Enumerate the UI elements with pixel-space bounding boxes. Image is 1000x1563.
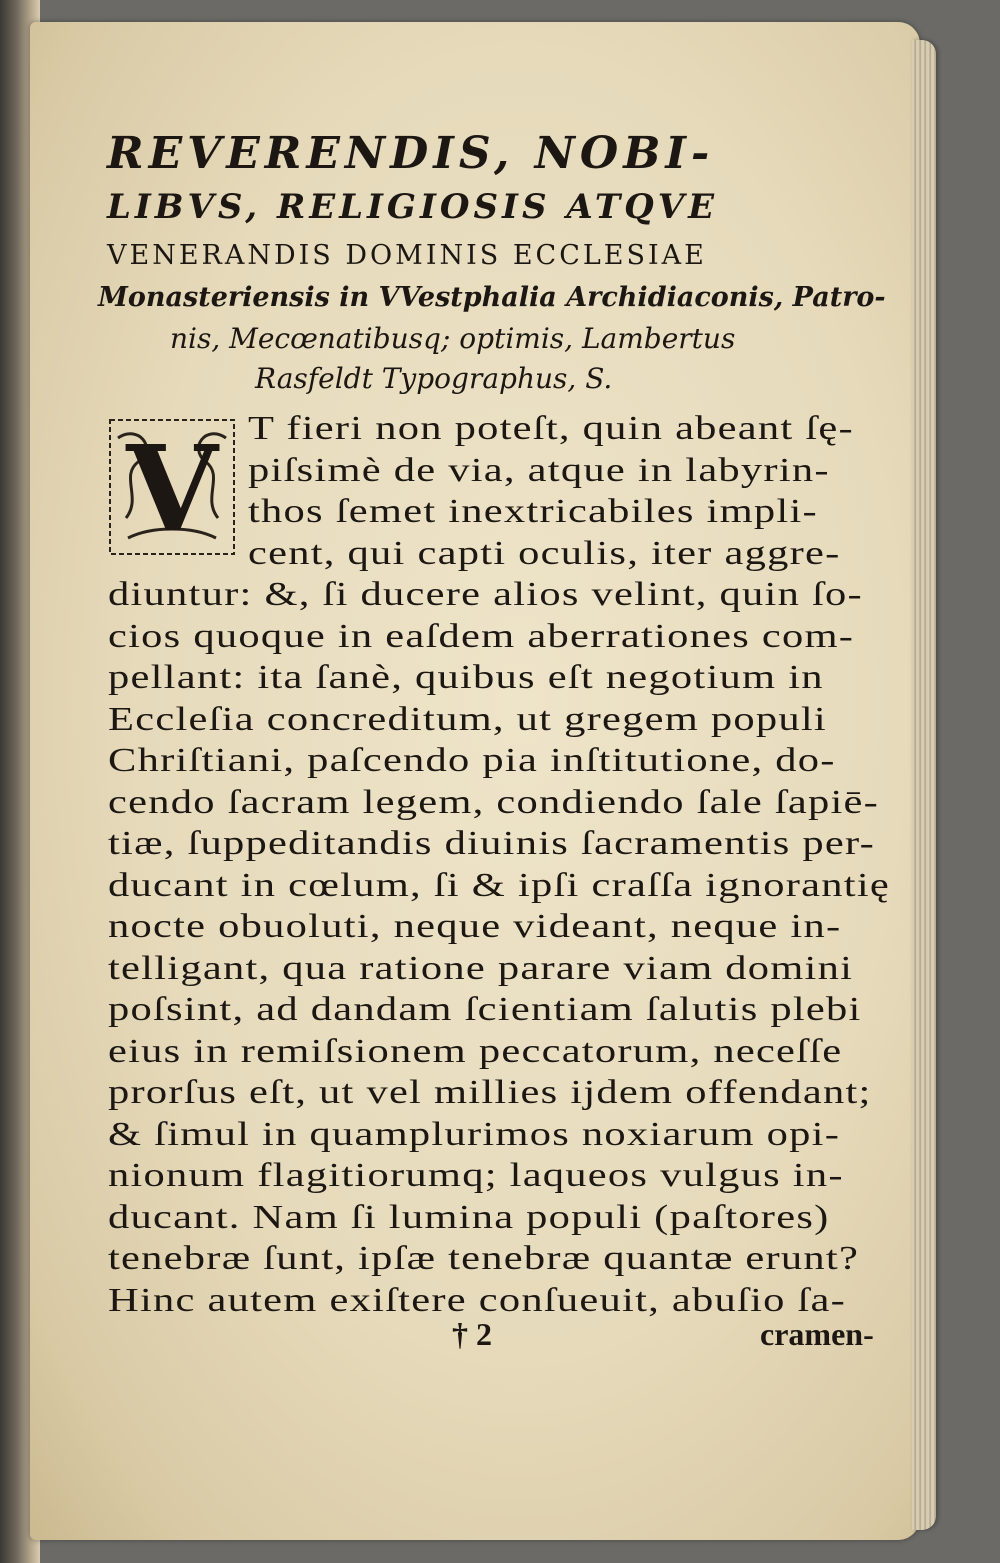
body-line: telligant, qua ratione parare viam domini <box>108 949 854 987</box>
body-line: nocte obuoluti, neque videant, neque in- <box>108 908 842 945</box>
body-line: ducant in cœlum, ſi & ipſi craſſa ignorantię <box>108 866 891 904</box>
initial-letter-glyph: V <box>126 419 218 556</box>
body-line: eius in remiſsionem peccatorum, neceſſe <box>108 1032 843 1070</box>
body-line: Chriſtiani, paſcendo pia inſtitutione, do- <box>108 742 836 779</box>
body-line: tiæ, ſuppeditandis diuinis ſacramentis per- <box>108 825 876 862</box>
body-line: Eccleſia concreditum, ut gregem populi <box>108 700 828 738</box>
body-line: T fieri non poteſt, quin abeant ſę- <box>248 410 854 447</box>
body-line: piſsimè de via, atque in labyrin- <box>248 451 830 489</box>
body-line: diuntur: &, ſi ducere alios velint, quin ſo- <box>108 576 863 613</box>
body-line: cios quoque in eaſdem aberrationes com- <box>108 617 855 655</box>
decorated-initial-letter <box>108 418 236 556</box>
body-line: thos ſemet inextricabiles impli- <box>248 493 818 530</box>
body-line: pellant: ita ſanè, quibus eſt negotium in <box>108 659 824 696</box>
signature-mark: † 2 <box>452 1316 492 1352</box>
body-line: & ſimul in quamplurimos noxiarum opi- <box>108 1115 841 1153</box>
body-line: poſsint, ad dandam ſcientiam ſalutis plebi <box>108 991 862 1028</box>
dedication-heading-line-4: Monasteriensis in VVestphalia Archidiaconis, Patro- <box>98 282 886 313</box>
body-line: prorſus eſt, ut vel millies ijdem offendant; <box>108 1074 872 1111</box>
catchword: cramen- <box>760 1316 874 1352</box>
dedication-heading-line-3: VENERANDIS DOMINIS ECCLESIAE <box>107 240 707 271</box>
dedication-heading-line-2: LIBVS, RELIGIOSIS ATQVE <box>107 187 719 227</box>
body-line: cendo ſacram legem, condiendo ſale ſapiē- <box>108 783 880 821</box>
dedication-heading-line-6: Rasfeldt Typographus, S. <box>255 362 613 395</box>
body-line: cent, qui capti oculis, iter aggre- <box>248 534 841 572</box>
body-line: nionum flagitiorumq; laqueos vulgus in- <box>108 1157 844 1194</box>
body-line: tenebræ ſunt, ipſæ tenebræ quantæ erunt? <box>108 1240 860 1277</box>
dedication-heading-line-5: nis, Mecœnatibusq; optimis, Lambertus <box>170 322 736 355</box>
body-line: Hinc autem exiſtere conſueuit, abuſio ſa- <box>108 1281 847 1319</box>
body-line: ducant. Nam ſi lumina populi (paſtores) <box>108 1198 830 1236</box>
dedication-heading-line-1: REVERENDIS, NOBI- <box>107 128 715 179</box>
